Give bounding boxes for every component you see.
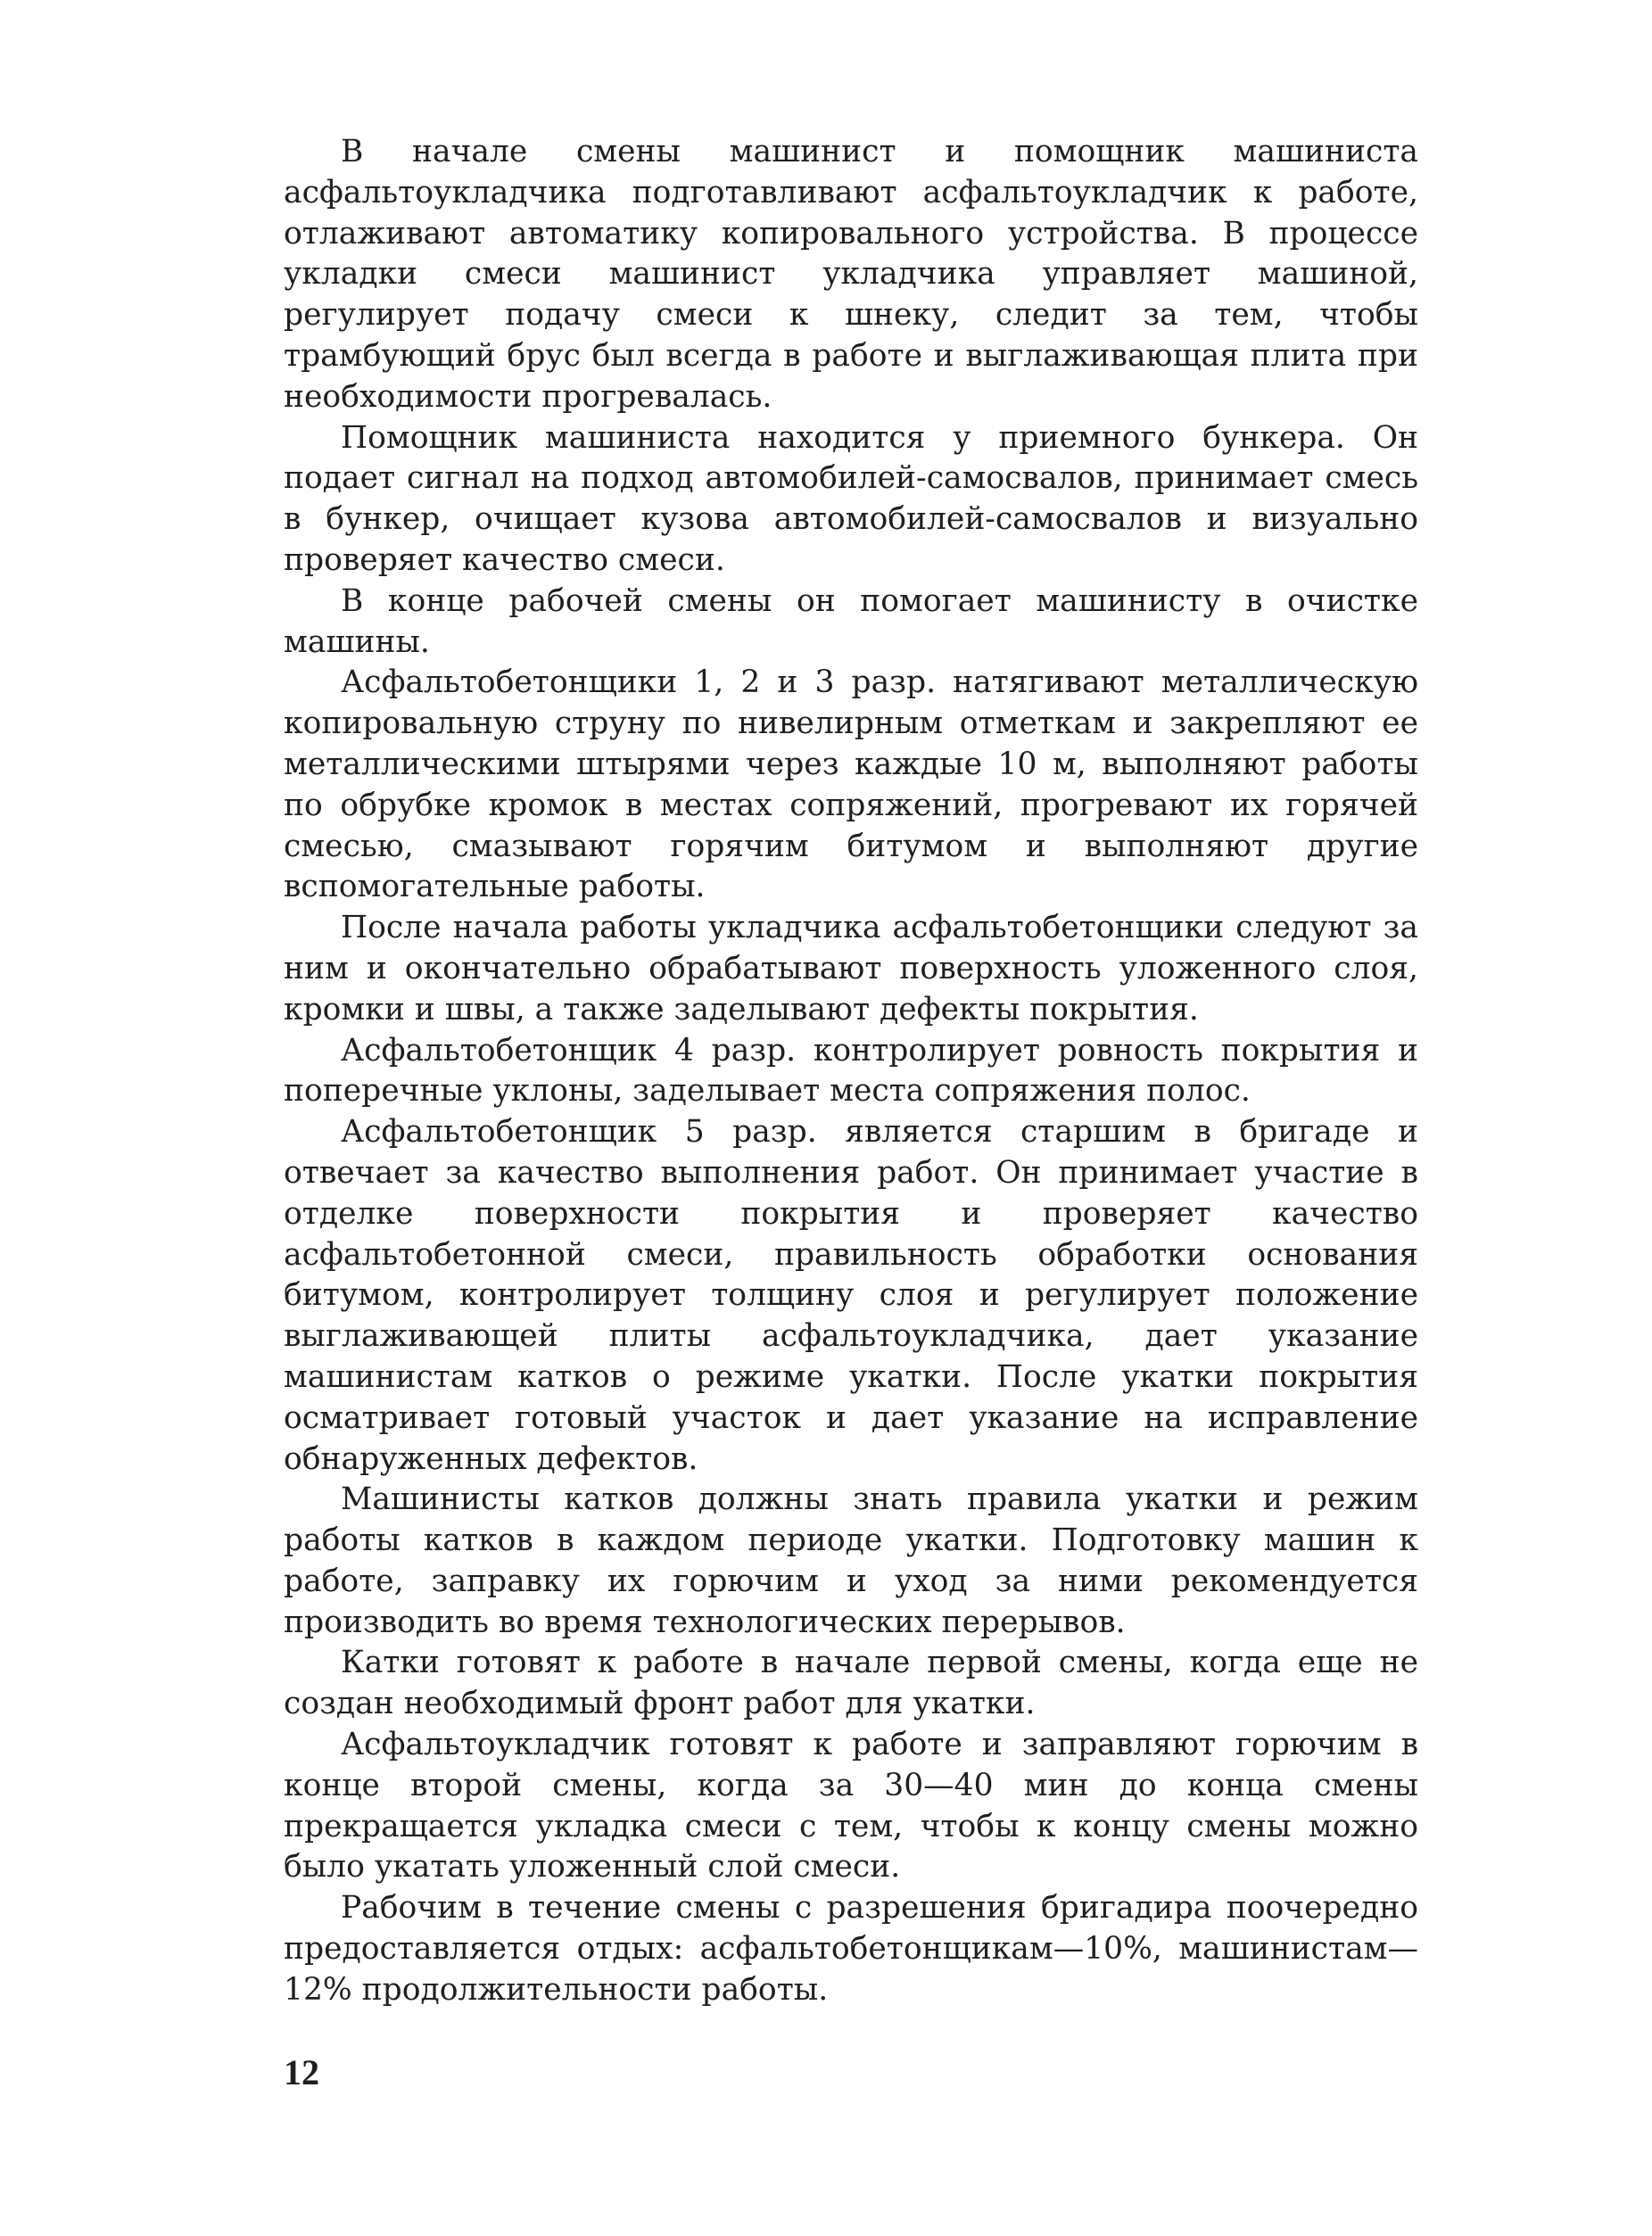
body-text (284, 132, 1418, 2011)
page-number: 12 (284, 2052, 319, 2092)
paragraph: Машинисты катков должны знать правила укатки и режим работы катков в каждом периоде укатки. Подготовку машин к работе, заправку их горючим и уход за ними рекомендуется производить во время технологических перерывов. (284, 1481, 1418, 1640)
paragraph: Асфальтобетонщик 4 разр. контролирует ровность покрытия и поперечные уклоны, заделывает места сопряжения полос. (284, 1032, 1418, 1110)
paragraph: После начала работы укладчика асфальтобетонщики следуют за ним и окончательно обрабатывают поверхность уложенного слоя, кромки и швы, а также заделывают дефекты покрытия. (284, 910, 1418, 1027)
paragraph: Катки готовят к работе в начале первой смены, когда еще не создан необходимый фронт работ для укатки. (284, 1645, 1418, 1722)
paragraph: Асфальтобетонщик 5 разр. является старшим в бригаде и отвечает за качество выполнения работ. Он принимает участие в отделке поверхности покрытия и проверяет качество асфальтобетонной смеси, правильность обработки основания битумом, контролирует толщину слоя и регулирует положение выглаживающей плиты асфальтоукладчика, дает указание машинистам катков о режиме укатки. После укатки покрытия осматривает готовый участок и дает указание на исправление обнаруженных дефектов. (284, 1114, 1418, 1477)
paragraph: В конце рабочей смены он помогает машинисту в очистке машины. (284, 582, 1418, 660)
paragraph: Асфальтобетонщики 1, 2 и 3 разр. натягивают металлическую копировальную струну по нивелирным отметкам и закрепляют ее металлическими штырями через каждые 10 м, выполняют работы по обрубке кромок в местах сопряжений, прогревают их горячей смесью, смазывают горячим битумом и выполняют другие вспомогательные работы. (284, 664, 1418, 905)
paragraph: В начале смены машинист и помощник машиниста асфальтоукладчика подготавливают асфальтоукладчик к работе, отлаживают автоматику копировального устройства. В процессе укладки смеси машинист укладчика управляет машиной, регулирует подачу смеси к шнеку, следит за тем, чтобы трамбующий брус был всегда в работе и выглаживающая плита при необходимости прогревалась. (284, 134, 1418, 415)
paragraph: Рабочим в течение смены с разрешения бригадира поочередно предоставляется отдых: асфальтобетонщикам—10%, машинистам—12% продолжительности работы. (284, 1890, 1418, 2008)
paragraph: Помощник машиниста находится у приемного бункера. Он подает сигнал на подход автомобилей-самосвалов, принимает смесь в бункер, очищает кузова автомобилей-самосвалов и визуально проверяет качество смеси. (284, 419, 1418, 578)
paragraph: Асфальтоукладчик готовят к работе и заправляют горючим в конце второй смены, когда за 30—40 мин до конца смены прекращается укладка смеси с тем, чтобы к концу смены можно было укатать уложенный слой смеси. (284, 1727, 1418, 1885)
